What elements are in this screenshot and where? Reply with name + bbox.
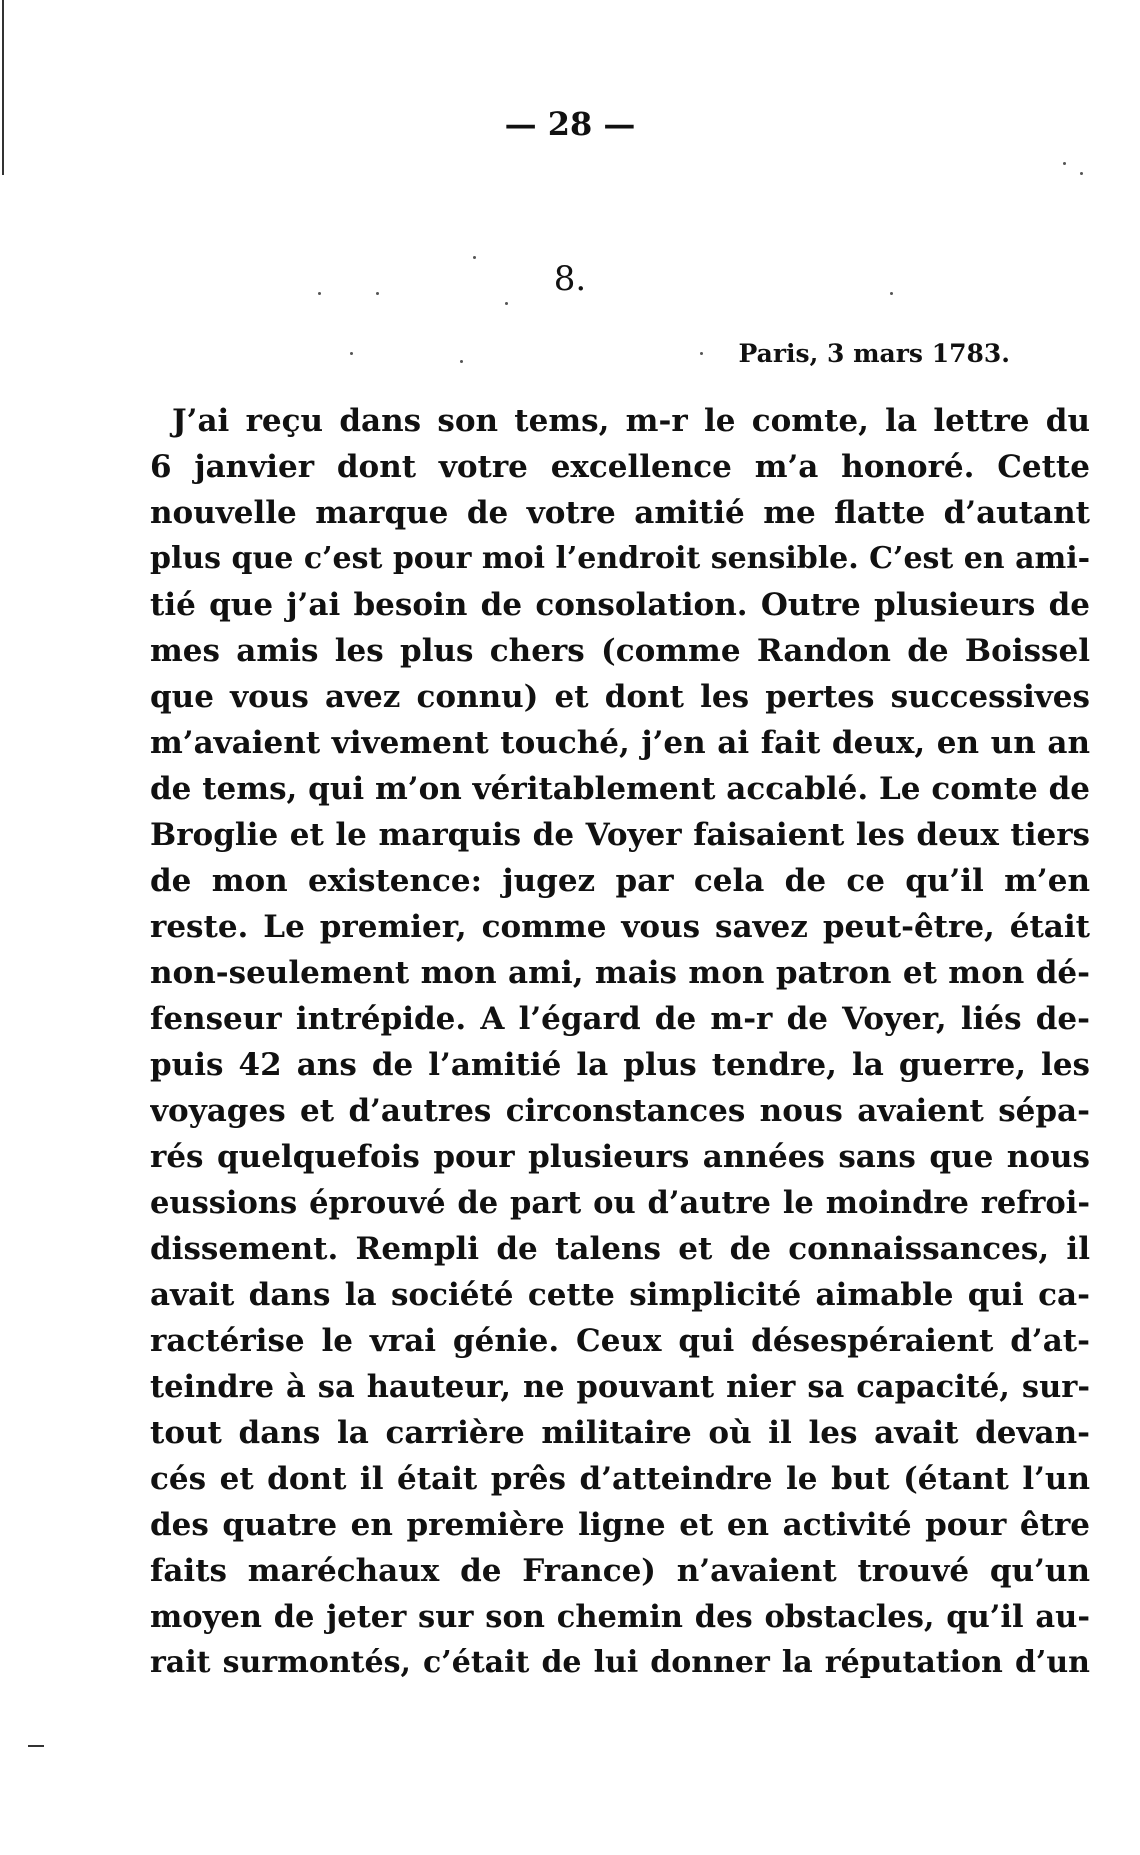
page-number: — 28 — (504, 105, 636, 143)
letter-body (150, 398, 1090, 1686)
text-line: m’avaient vivement touché, j’en ai fait deux, en un an (150, 725, 1090, 761)
text-line: J’ai reçu dans son tems, m-r le comte, la lettre du (172, 403, 1090, 439)
text-line: dissement. Rempli de talens et de connaissances, il (150, 1231, 1090, 1267)
print-speck (350, 352, 353, 355)
text-line: faits maréchaux de France) n’avaient trouvé qu’un (150, 1553, 1090, 1589)
text-line: tié que j’ai besoin de consolation. Outre plusieurs de (150, 587, 1090, 623)
text-line: fenseur intrépide. A l’égard de m-r de Voyer, liés de- (150, 1001, 1090, 1037)
text-line: reste. Le premier, comme vous savez peut-être, était (150, 909, 1090, 945)
page-edge-rule (2, 0, 4, 175)
margin-mark (28, 1745, 44, 1747)
text-line: des quatre en première ligne et en activité pour être (150, 1507, 1090, 1543)
text-line: rés quelquefois pour plusieurs années sans que nous (150, 1139, 1090, 1175)
text-line: nouvelle marque de votre amitié me flatte d’autant (150, 495, 1090, 531)
text-line: que vous avez connu) et dont les pertes successives (150, 679, 1090, 715)
print-speck (1080, 172, 1083, 175)
dateline: Paris, 3 mars 1783. (738, 339, 1010, 368)
letter-number: 8. (553, 259, 587, 299)
text-line: avait dans la société cette simplicité aimable qui ca- (150, 1277, 1090, 1313)
text-line: tout dans la carrière militaire où il les avait devan- (150, 1415, 1090, 1451)
text-line: 6 janvier dont votre excellence m’a honoré. Cette (150, 449, 1090, 485)
text-line: de tems, qui m’on véritablement accablé. Le comte de (150, 771, 1090, 807)
text-line: plus que c’est pour moi l’endroit sensible. C’est en ami- (150, 541, 1090, 576)
text-line: cés et dont il était prês d’atteindre le but (étant l’un (150, 1461, 1090, 1497)
text-line: Broglie et le marquis de Voyer faisaient les deux tiers (150, 817, 1090, 853)
text-line: eussions éprouvé de part ou d’autre le moindre refroi- (150, 1185, 1090, 1221)
text-line: mes amis les plus chers (comme Randon de Boissel (150, 633, 1090, 669)
print-speck (700, 352, 703, 355)
text-line: ractérise le vrai génie. Ceux qui désespéraient d’at- (150, 1323, 1090, 1359)
text-line: voyages et d’autres circonstances nous avaient sépa- (150, 1093, 1090, 1129)
text-line: non-seulement mon ami, mais mon patron et mon dé- (150, 955, 1090, 991)
text-line: puis 42 ans de l’amitié la plus tendre, la guerre, les (150, 1047, 1090, 1083)
text-line: de mon existence: jugez par cela de ce qu’il m’en (150, 863, 1090, 899)
text-line: teindre à sa hauteur, ne pouvant nier sa capacité, sur- (150, 1369, 1090, 1405)
text-line: moyen de jeter sur son chemin des obstacles, qu’il au- (150, 1599, 1090, 1635)
print-speck (460, 360, 463, 363)
print-speck (1063, 162, 1066, 165)
text-line: rait surmontés, c’était de lui donner la réputation d’un (150, 1645, 1090, 1680)
